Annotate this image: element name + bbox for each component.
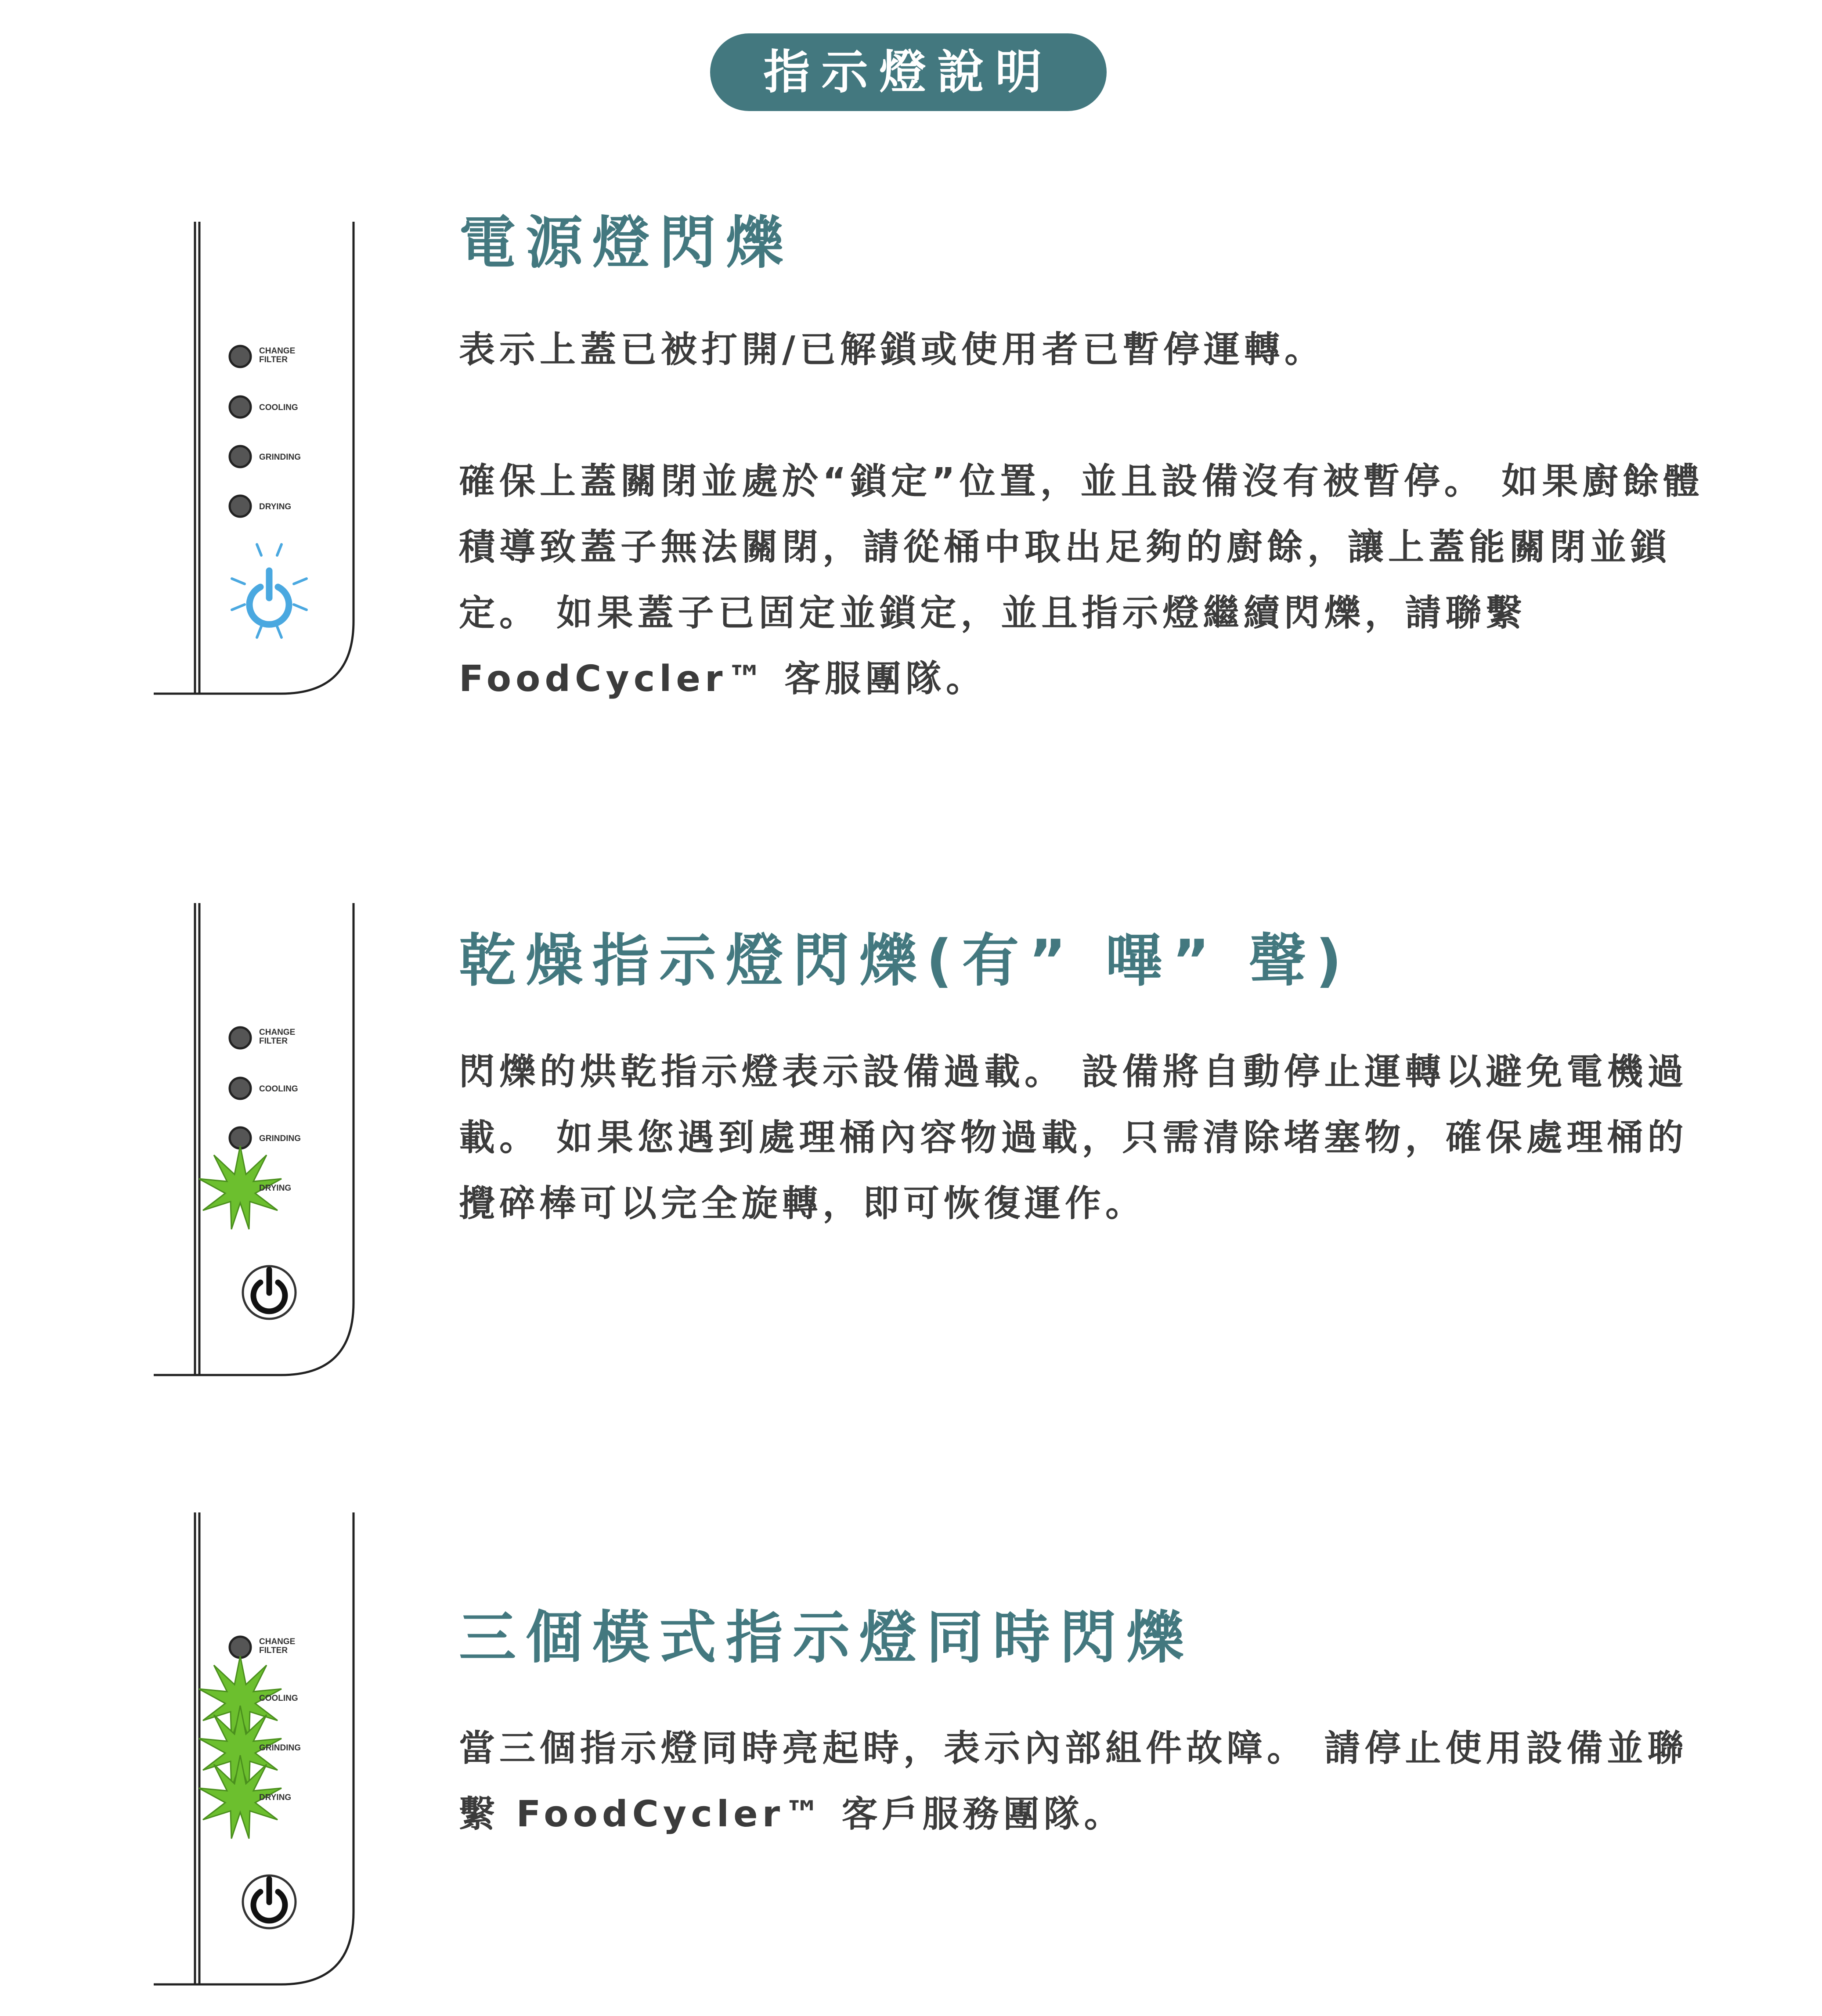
led-change-filter: [230, 1637, 295, 1658]
led-cooling: [230, 1078, 298, 1099]
label-drying: DRYING: [259, 1184, 292, 1193]
label-cooling: COOLING: [259, 403, 298, 412]
header-title: 指示燈說明: [710, 33, 1107, 111]
led-drying-flashing: [199, 1146, 291, 1229]
control-panel-illustration: [154, 1512, 364, 1991]
label-grinding: GRINDING: [259, 1134, 301, 1143]
label-filter: FILTER: [259, 1037, 288, 1046]
label-change: CHANGE: [259, 1637, 296, 1646]
paragraph: 確保上蓋關閉並處於“鎖定”位置，並且設備沒有被暫停。 如果廚餘體積導致蓋子無法關閉，請從桶中取出足夠的廚餘，讓上蓋能關閉並鎖定。 如果蓋子已固定並鎖定，並且指示燈繼續閃爍，請聯繫 FoodCycler™ 客服團隊。: [459, 461, 1704, 700]
label-drying: DRYING: [259, 1793, 292, 1802]
section-title: 三個模式指示燈同時閃爍: [459, 1604, 1194, 1671]
power-icon: [232, 544, 307, 637]
paragraph: 當三個指示燈同時亮起時，表示內部組件故障。 請停止使用設備並聯繫 FoodCycler™ 客戶服務團隊。: [459, 1728, 1688, 1835]
section-title: 乾燥指示燈閃爍(有” 嗶” 聲): [459, 927, 1352, 994]
paragraph: 表示上蓋已被打開/已解鎖或使用者已暫停運轉。: [459, 329, 1325, 371]
label-filter: FILTER: [259, 1646, 288, 1655]
power-icon: [243, 1876, 296, 1928]
led-drying: [230, 496, 291, 517]
paragraph: 閃爍的烘乾指示燈表示設備過載。 設備將自動停止運轉以避免電機過載。 如果您遇到處理桶內容物過載，只需清除堵塞物，確保處理桶的攪碎棒可以完全旋轉，即可恢復運作。: [459, 1051, 1688, 1224]
led-change-filter: [230, 346, 295, 367]
section-body: [459, 1039, 1719, 1237]
section-body: [459, 317, 1719, 712]
power-icon: [243, 1266, 296, 1319]
led-change-filter: [230, 1027, 295, 1048]
control-panel-illustration: [154, 222, 364, 700]
label-drying: DRYING: [259, 502, 292, 511]
label-grinding: GRINDING: [259, 1743, 301, 1753]
panel-outline: [154, 222, 354, 694]
label-filter: FILTER: [259, 355, 288, 364]
section-body: [459, 1716, 1719, 1847]
label-cooling: COOLING: [259, 1084, 298, 1094]
led-cooling: [230, 396, 298, 418]
label-change: CHANGE: [259, 1028, 296, 1037]
led-grinding: [230, 1127, 301, 1148]
label-cooling: COOLING: [259, 1694, 298, 1703]
control-panel-illustration: [154, 903, 364, 1382]
led-grinding: [230, 446, 301, 467]
label-grinding: GRINDING: [259, 453, 301, 462]
led-cooling-flashing: [199, 1656, 298, 1739]
label-change: CHANGE: [259, 346, 296, 356]
section-title: 電源燈閃爍: [459, 209, 793, 276]
